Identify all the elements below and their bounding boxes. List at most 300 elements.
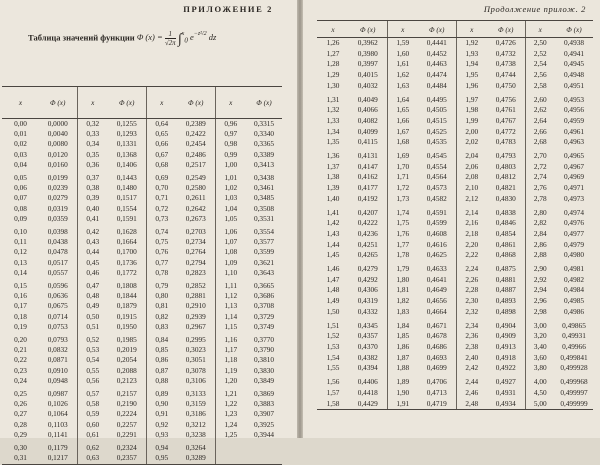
cell-phi: 0,4332	[357, 306, 378, 316]
cell-x: 1,25	[215, 430, 246, 440]
formula-fraction	[165, 30, 176, 47]
cell-phi: 0,4963	[563, 137, 585, 147]
cell-x: 1,94	[456, 59, 487, 70]
cell-x: 0,37	[77, 170, 108, 183]
table-row	[2, 366, 282, 376]
cell-x: 2,54	[525, 59, 555, 70]
cell-x: 0,50	[77, 312, 108, 322]
cell-phi: 0,49865	[562, 320, 586, 330]
cell-phi: 0,3883	[253, 399, 275, 409]
cell-x: 2,40	[456, 353, 487, 364]
cell-phi: 0,0478	[47, 247, 68, 257]
formula-differential: dz	[208, 32, 217, 43]
cell-x: 0,78	[146, 268, 177, 278]
cell-x: 1,58	[317, 399, 349, 410]
cell-phi: 0,4251	[357, 239, 378, 249]
cell-phi: 0,3770	[253, 335, 275, 345]
cell-x: 1,07	[215, 237, 246, 247]
table-row	[2, 440, 282, 453]
formula-denominator: √2π	[164, 39, 176, 47]
cell-x: 0,51	[77, 322, 108, 332]
table-row	[2, 160, 282, 170]
cell-phi: 0,4678	[426, 331, 447, 341]
cell-x: 1,55	[326, 363, 340, 373]
cell-phi: 0,2910	[185, 301, 206, 311]
cell-x: 0,13	[14, 257, 27, 267]
cell-x: 2,46	[456, 388, 487, 399]
cell-x: 0,71	[146, 193, 177, 203]
cell-phi: 0,4616	[426, 239, 447, 249]
cell-x: 1,49	[326, 296, 340, 306]
cell-x: 1,03	[215, 193, 246, 203]
table-row	[2, 139, 282, 149]
cell-x: 0,10	[14, 227, 27, 237]
cell-phi: 0,2454	[185, 139, 206, 149]
cell-x: 2,36	[456, 331, 487, 342]
cell-x: 2,44	[456, 374, 487, 388]
cell-x: 1,56	[326, 377, 340, 387]
cell-x: 2,76	[525, 183, 555, 194]
cell-phi: 0,1293	[116, 129, 137, 139]
cell-phi: 0,0080	[47, 139, 68, 149]
cell-phi: 0,1255	[116, 119, 137, 128]
cell-x: 1,24	[215, 420, 246, 430]
cell-phi: 0,1331	[116, 139, 137, 149]
cell-x: 1,60	[387, 49, 418, 60]
cell-x: 0,94	[146, 440, 177, 453]
table-row	[317, 38, 593, 49]
cell-phi: 0,2486	[185, 149, 206, 159]
cell-phi: 0,3264	[185, 443, 206, 453]
integral-upper-limit: x	[181, 31, 185, 38]
cell-phi: 0,4099	[357, 126, 378, 136]
cell-x: 1,11	[215, 278, 246, 291]
cell-x: 1,77	[387, 240, 418, 251]
cell-phi: 0,3729	[253, 311, 275, 321]
cell-phi: 0,3133	[185, 389, 206, 399]
header-x: x	[146, 87, 177, 119]
cell-phi: 0,4821	[495, 183, 516, 193]
cell-x: 1,17	[215, 345, 246, 355]
cell-phi	[246, 453, 282, 464]
table-row	[317, 116, 593, 127]
cell-phi: 0,3289	[177, 453, 215, 464]
left-page	[0, 0, 297, 463]
cell-x: 1,66	[387, 116, 418, 127]
cell-phi: 0,1772	[116, 267, 137, 277]
cell-phi: 0,4772	[495, 126, 516, 136]
cell-x: 1,69	[387, 148, 418, 162]
cell-x: 2,56	[525, 70, 555, 81]
table-row	[2, 420, 282, 430]
cell-x: 0,97	[215, 129, 246, 139]
cell-phi: 0,4292	[357, 274, 378, 284]
cell-x: 1,90	[387, 388, 418, 399]
cell-x: 1,64	[387, 92, 418, 106]
cell-x: 1,33	[326, 115, 340, 125]
cell-x: 1,51	[326, 320, 340, 330]
cell-phi: 0,0120	[47, 149, 68, 159]
cell-phi: 0,1406	[116, 159, 137, 169]
right-page	[303, 0, 600, 438]
cell-phi: 0,0714	[47, 311, 68, 321]
cell-x: 0,47	[77, 278, 108, 291]
table-row	[317, 342, 593, 353]
cell-phi: 0,2734	[185, 237, 206, 247]
cell-x: 0,01	[14, 129, 27, 139]
cell-phi: 0,499997	[560, 387, 588, 397]
cell-phi: 0,2580	[185, 183, 206, 193]
cell-x: 1,57	[326, 387, 340, 397]
cell-phi: 0,4913	[495, 341, 516, 351]
cell-x: 0,67	[146, 150, 177, 160]
cell-phi: 0,0398	[47, 227, 68, 237]
cell-phi: 0,2123	[116, 375, 137, 385]
cell-phi: 0,3643	[253, 267, 275, 277]
cell-x: 2,74	[525, 172, 555, 183]
cell-x: 1,18	[215, 355, 246, 365]
cell-x: 0,27	[14, 409, 27, 419]
cell-x: 1,15	[215, 322, 246, 332]
cell-phi: 0,2939	[185, 311, 206, 321]
cell-x: 1,76	[387, 229, 418, 240]
table-row	[317, 148, 593, 162]
cell-phi: 0,4803	[495, 161, 516, 171]
cell-phi: 0,4948	[563, 70, 585, 80]
table-row	[317, 162, 593, 173]
cell-phi: 0,1480	[116, 183, 137, 193]
cell-phi: 0,2611	[185, 193, 206, 203]
cell-phi: 0,4961	[563, 126, 585, 136]
cell-phi: 0,4761	[495, 105, 516, 115]
cell-phi: 0,1844	[116, 291, 137, 301]
cell-x: 2,72	[525, 162, 555, 173]
cell-x: 1,13	[215, 301, 246, 311]
cell-phi: 0,3686	[253, 291, 275, 301]
cell-x	[215, 440, 246, 453]
cell-phi: 0,4545	[426, 151, 447, 161]
cell-x: 0,69	[146, 170, 177, 183]
cell-phi: 0,4671	[426, 320, 447, 330]
table-row	[317, 218, 593, 229]
cell-x: 2,28	[456, 285, 487, 296]
cell-phi: 0,3869	[253, 389, 275, 399]
cell-x: 2,50	[525, 38, 555, 49]
cell-phi: 0,0596	[47, 281, 68, 291]
cell-x: 1,83	[387, 307, 418, 318]
cell-x: 1,48	[326, 285, 340, 295]
cell-phi: 0,3186	[185, 409, 206, 419]
cell-phi: 0,4904	[495, 320, 516, 330]
cell-phi: 0,4918	[495, 352, 516, 362]
cell-phi: 0,4535	[426, 137, 447, 147]
cell-phi: 0,2422	[185, 129, 206, 139]
cell-phi: 0,4719	[418, 399, 456, 410]
cell-x: 0,22	[14, 355, 27, 365]
table-row	[2, 170, 282, 183]
cell-x: 3,20	[525, 331, 555, 342]
cell-x: 2,70	[525, 148, 555, 162]
cell-phi: 0,4495	[426, 94, 447, 104]
cell-x: 0,06	[14, 183, 27, 193]
cell-x: 1,22	[215, 399, 246, 409]
cell-phi: 0,4222	[357, 218, 378, 228]
cell-x: 2,80	[525, 205, 555, 219]
cell-x: 1,46	[326, 264, 340, 274]
cell-phi: 0,1950	[116, 321, 137, 331]
cell-x: 0,42	[77, 224, 108, 237]
header-phi: Φ (x)	[246, 87, 282, 119]
cell-x: 0,14	[14, 267, 27, 277]
cell-x: 2,60	[525, 92, 555, 106]
cell-x: 1,30	[326, 80, 340, 90]
cell-x: 1,93	[456, 49, 487, 60]
table-row	[2, 119, 282, 130]
cell-x: 1,95	[456, 70, 487, 81]
cell-x: 1,82	[387, 296, 418, 307]
cell-phi: 0,0557	[47, 267, 68, 277]
cell-phi: 0,3438	[253, 173, 275, 183]
cell-phi: 0,4927	[495, 377, 516, 387]
cell-x: 1,97	[456, 92, 487, 106]
cell-x: 1,14	[215, 312, 246, 322]
cell-x: 0,52	[77, 332, 108, 345]
cell-phi: 0,4971	[563, 183, 585, 193]
cell-x: 0,65	[146, 129, 177, 139]
cell-phi: 0,4706	[426, 377, 447, 387]
cell-phi: 0,49966	[562, 341, 586, 351]
cell-x: 0,00	[14, 119, 27, 128]
cell-phi: 0,4875	[495, 264, 516, 274]
cell-x: 1,63	[387, 81, 418, 92]
table-row	[317, 318, 593, 332]
cell-x: 1,20	[215, 376, 246, 386]
cell-phi: 0,1103	[47, 419, 68, 429]
cell-x: 0,15	[14, 281, 27, 291]
table-row	[2, 247, 282, 257]
cell-phi: 0,4525	[426, 126, 447, 136]
cell-x: 1,44	[326, 239, 340, 249]
table-row	[317, 331, 593, 342]
cell-x: 2,16	[456, 218, 487, 229]
cell-phi: 0,0832	[47, 345, 68, 355]
cell-phi: 0,4564	[426, 172, 447, 182]
cell-phi: 0,3944	[253, 429, 275, 439]
cell-phi: 0,2157	[116, 389, 137, 399]
cell-x: 1,96	[456, 81, 487, 92]
cell-x: 0,62	[77, 440, 108, 453]
cell-phi: 0,1217	[39, 453, 77, 464]
cell-phi: 0,4441	[426, 38, 447, 47]
integral-sign-icon: ∫	[177, 32, 182, 48]
cell-phi: 0,2852	[185, 281, 206, 291]
cell-phi: 0,2673	[185, 213, 206, 223]
cell-x: 1,40	[326, 193, 340, 203]
table-row	[317, 172, 593, 183]
cell-x: 0,86	[146, 355, 177, 365]
cell-x: 1,29	[326, 70, 340, 80]
cell-phi: 0,4554	[426, 161, 447, 171]
cell-phi: 0,2224	[116, 409, 137, 419]
cell-phi: 0,3340	[253, 129, 275, 139]
cell-x: 0,96	[215, 119, 246, 130]
cell-x: 0,54	[77, 355, 108, 365]
cell-phi: 0,4898	[495, 306, 516, 316]
cell-phi: 0,4505	[426, 105, 447, 115]
cell-phi: 0,3106	[185, 375, 206, 385]
cell-phi: 0,0675	[47, 301, 68, 311]
cell-x: 0,90	[146, 399, 177, 409]
table-title	[28, 30, 278, 48]
cell-phi: 0,4973	[563, 193, 585, 203]
title-text: Таблица значений функции	[28, 32, 135, 43]
cell-x: 0,03	[14, 149, 27, 159]
cell-x: 2,34	[456, 318, 487, 332]
cell-x: 0,93	[146, 430, 177, 440]
cell-phi: 0,4382	[357, 352, 378, 362]
cell-x: 2,30	[456, 296, 487, 307]
cell-phi: 0,3907	[253, 409, 275, 419]
cell-phi: 0,4881	[495, 274, 516, 284]
cell-phi: 0,4732	[495, 48, 516, 58]
cell-x: 2,12	[456, 194, 487, 205]
cell-phi: 0,4938	[563, 38, 585, 47]
cell-x: 2,68	[525, 137, 555, 148]
cell-x: 2,92	[525, 275, 555, 286]
cell-x: 1,37	[326, 161, 340, 171]
laplace-table-left	[2, 86, 282, 465]
cell-x: 0,77	[146, 258, 177, 268]
cell-phi: 0,0910	[47, 365, 68, 375]
cell-phi: 0,4192	[357, 193, 378, 203]
cell-phi: 0,2389	[185, 119, 206, 128]
cell-phi: 0,3790	[253, 345, 275, 355]
cell-x: 2,86	[525, 240, 555, 251]
cell-phi: 0,4982	[563, 274, 585, 284]
cell-phi: 0,3749	[253, 321, 275, 331]
cell-phi: 0,3599	[253, 247, 275, 257]
cell-phi: 0,4793	[495, 151, 516, 161]
cell-x: 0,73	[146, 214, 177, 224]
table-row	[317, 183, 593, 194]
cell-phi: 0,4032	[357, 80, 378, 90]
table-row	[317, 374, 593, 388]
cell-x: 1,27	[326, 48, 340, 58]
table-row	[2, 345, 282, 355]
cell-x: 0,09	[14, 213, 27, 223]
table-row	[2, 332, 282, 345]
table-row	[2, 278, 282, 291]
formula-lhs: Φ (x) =	[136, 32, 163, 43]
cell-x: 0,25	[14, 389, 27, 399]
cell-phi: 0,4131	[357, 151, 378, 161]
cell-phi: 0,4582	[426, 193, 447, 203]
cell-x: 4,00	[525, 374, 555, 388]
cell-x: 2,98	[525, 307, 555, 318]
cell-x: 1,91	[387, 399, 418, 410]
cell-x: 2,58	[525, 81, 555, 92]
table-row	[2, 237, 282, 247]
table-header-row	[2, 87, 282, 119]
cell-x: 2,26	[456, 275, 487, 286]
cell-phi	[246, 440, 282, 453]
cell-x: 1,45	[326, 250, 340, 260]
cell-phi: 0,4830	[495, 193, 516, 203]
cell-x: 0,63	[77, 453, 108, 464]
cell-x: 0,17	[14, 301, 27, 311]
cell-x: 1,10	[215, 268, 246, 278]
table-row	[317, 49, 593, 60]
cell-x: 2,96	[525, 296, 555, 307]
header-x: x	[387, 21, 418, 38]
cell-phi: 0,1064	[47, 409, 68, 419]
cell-x: 2,04	[456, 148, 487, 162]
header-x: x	[525, 21, 555, 38]
cell-x: 0,68	[146, 160, 177, 170]
cell-phi: 0,0753	[47, 321, 68, 331]
cell-phi: 0,1915	[116, 311, 137, 321]
cell-phi: 0,2517	[185, 159, 206, 169]
cell-x: 1,54	[326, 352, 340, 362]
cell-phi: 0,4699	[426, 363, 447, 373]
cell-phi: 0,4664	[426, 306, 447, 316]
table-row	[2, 193, 282, 203]
cell-phi: 0,4345	[357, 320, 378, 330]
cell-phi: 0,4909	[495, 331, 516, 341]
cell-x: 1,87	[387, 353, 418, 364]
table-row	[2, 291, 282, 301]
cell-phi: 0,0199	[47, 173, 68, 183]
cell-x: 1,04	[215, 204, 246, 214]
cell-phi: 0,3997	[357, 59, 378, 69]
cell-x: 1,36	[326, 151, 340, 161]
cell-phi: 0,1879	[116, 301, 137, 311]
cell-phi: 0,3389	[253, 149, 275, 159]
cell-phi: 0,4633	[426, 264, 447, 274]
cell-phi: 0,2995	[185, 335, 206, 345]
table-row	[317, 307, 593, 318]
cell-x: 1,88	[387, 363, 418, 374]
cell-x: 3,60	[525, 353, 555, 364]
cell-x: 1,28	[326, 59, 340, 69]
cell-phi: 0,4357	[357, 331, 378, 341]
cell-x: 1,34	[326, 126, 340, 136]
cell-x: 0,99	[215, 150, 246, 160]
cell-phi: 0,0319	[47, 203, 68, 213]
cell-x: 0,66	[146, 139, 177, 149]
cell-phi: 0,4656	[426, 296, 447, 306]
cell-x: 1,99	[456, 116, 487, 127]
cell-phi: 0,4515	[426, 115, 447, 125]
cell-x: 0,92	[146, 420, 177, 430]
cell-phi: 0,3461	[253, 183, 275, 193]
cell-phi: 0,499968	[560, 377, 588, 387]
cell-x: 0,80	[146, 291, 177, 301]
cell-phi: 0,3315	[253, 119, 275, 128]
cell-x: 1,31	[326, 94, 340, 104]
cell-x: 0,84	[146, 332, 177, 345]
cell-x: 0,04	[14, 159, 27, 169]
cell-x: 1,41	[326, 207, 340, 217]
table-row	[317, 194, 593, 205]
cell-x: 1,84	[387, 318, 418, 332]
cell-phi: 0,4474	[426, 70, 447, 80]
cell-x: 1,12	[215, 291, 246, 301]
cell-phi: 0,4599	[426, 218, 447, 228]
cell-phi: 0,4370	[357, 341, 378, 351]
cell-phi: 0,4406	[357, 377, 378, 387]
table-row	[317, 296, 593, 307]
